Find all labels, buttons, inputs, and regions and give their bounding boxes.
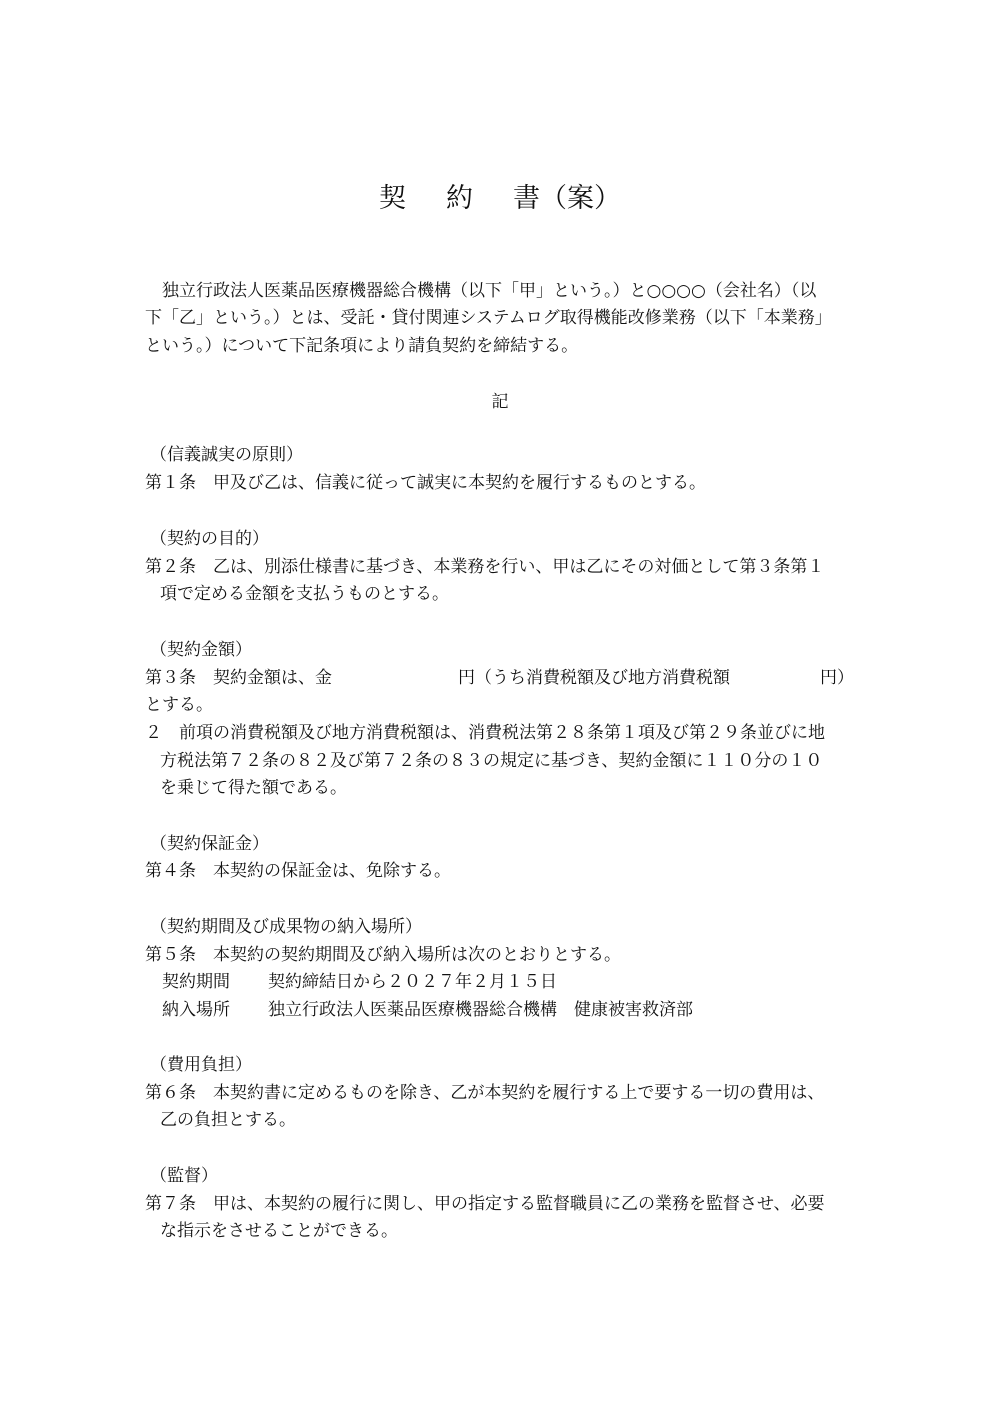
article-6-heading: （費用負担） bbox=[150, 1055, 252, 1075]
article-4-heading: （契約保証金） bbox=[150, 834, 269, 854]
article-1-line-1: 第１条 甲及び乙は、信義に従って誠実に本契約を履行するものとする。 bbox=[145, 473, 706, 493]
delivery-place-label: 納入場所 bbox=[162, 1000, 230, 1020]
title-char-1: 契 bbox=[379, 183, 406, 214]
article-7-heading: （監督） bbox=[150, 1166, 218, 1186]
article-2-heading: （契約の目的） bbox=[150, 529, 269, 549]
article-3-para2-line-1: ２ 前項の消費税額及び地方消費税額は、消費税法第２８条第１項及び第２９条並びに地 bbox=[145, 723, 825, 743]
preamble-line-1: 独立行政法人医薬品医療機器総合機構（以下「甲」という。）と○○○○（会社名）（以 bbox=[145, 281, 817, 301]
article-3-yen-close: 円） bbox=[820, 668, 854, 688]
article-6-line-2: 乙の負担とする。 bbox=[160, 1110, 296, 1130]
article-5-heading: （契約期間及び成果物の納入場所） bbox=[150, 917, 422, 937]
contract-period-row bbox=[162, 970, 557, 994]
article-3-para2-line-2: 方税法第７２条の８２及び第７２条の８３の規定に基づき、契約金額に１１０分の１０ bbox=[160, 751, 823, 771]
article-3-line-1 bbox=[145, 666, 854, 690]
delivery-place-value: 独立行政法人医薬品医療機器総合機構 健康被害救済部 bbox=[268, 1000, 693, 1020]
article-6-line-1: 第６条 本契約書に定めるものを除き、乙が本契約を履行する上で要する一切の費用は、 bbox=[145, 1083, 825, 1103]
article-3-tax-label: 円（うち消費税額及び地方消費税額 bbox=[458, 668, 730, 688]
contract-period-label: 契約期間 bbox=[162, 972, 230, 992]
article-3-heading: （契約金額） bbox=[150, 640, 252, 660]
document-title bbox=[0, 176, 1000, 215]
title-char-3: 書（案） bbox=[513, 183, 621, 214]
article-1-heading: （信義誠実の原則） bbox=[150, 445, 303, 465]
article-3-para2-line-3: を乗じて得た額である。 bbox=[160, 778, 347, 798]
article-2-line-1: 第２条 乙は、別添仕様書に基づき、本業務を行い、甲は乙にその対価として第３条第１ bbox=[145, 557, 825, 577]
article-5-line-1: 第５条 本契約の契約期間及び納入場所は次のとおりとする。 bbox=[145, 945, 621, 965]
preamble-line-2: 下「乙」という。）とは、受託・貸付関連システムログ取得機能改修業務（以下「本業務」 bbox=[145, 308, 832, 328]
article-3-amount-label: 第３条 契約金額は、金 bbox=[145, 668, 332, 688]
article-7-line-2: な指示をさせることができる。 bbox=[160, 1221, 398, 1241]
title-char-2: 約 bbox=[446, 183, 473, 214]
preamble-line-3: という。）について下記条項により請負契約を締結する。 bbox=[145, 336, 579, 356]
article-2-line-2: 項で定める金額を支払うものとする。 bbox=[160, 584, 449, 604]
ki-label: 記 bbox=[491, 392, 509, 412]
article-3-line-2: とする。 bbox=[145, 695, 213, 715]
article-4-line-1: 第４条 本契約の保証金は、免除する。 bbox=[145, 861, 451, 881]
delivery-place-row bbox=[162, 998, 693, 1022]
article-7-line-1: 第７条 甲は、本契約の履行に関し、甲の指定する監督職員に乙の業務を監督させ、必要 bbox=[145, 1194, 825, 1214]
contract-period-value: 契約締結日から２０２７年２月１５日 bbox=[268, 972, 557, 992]
